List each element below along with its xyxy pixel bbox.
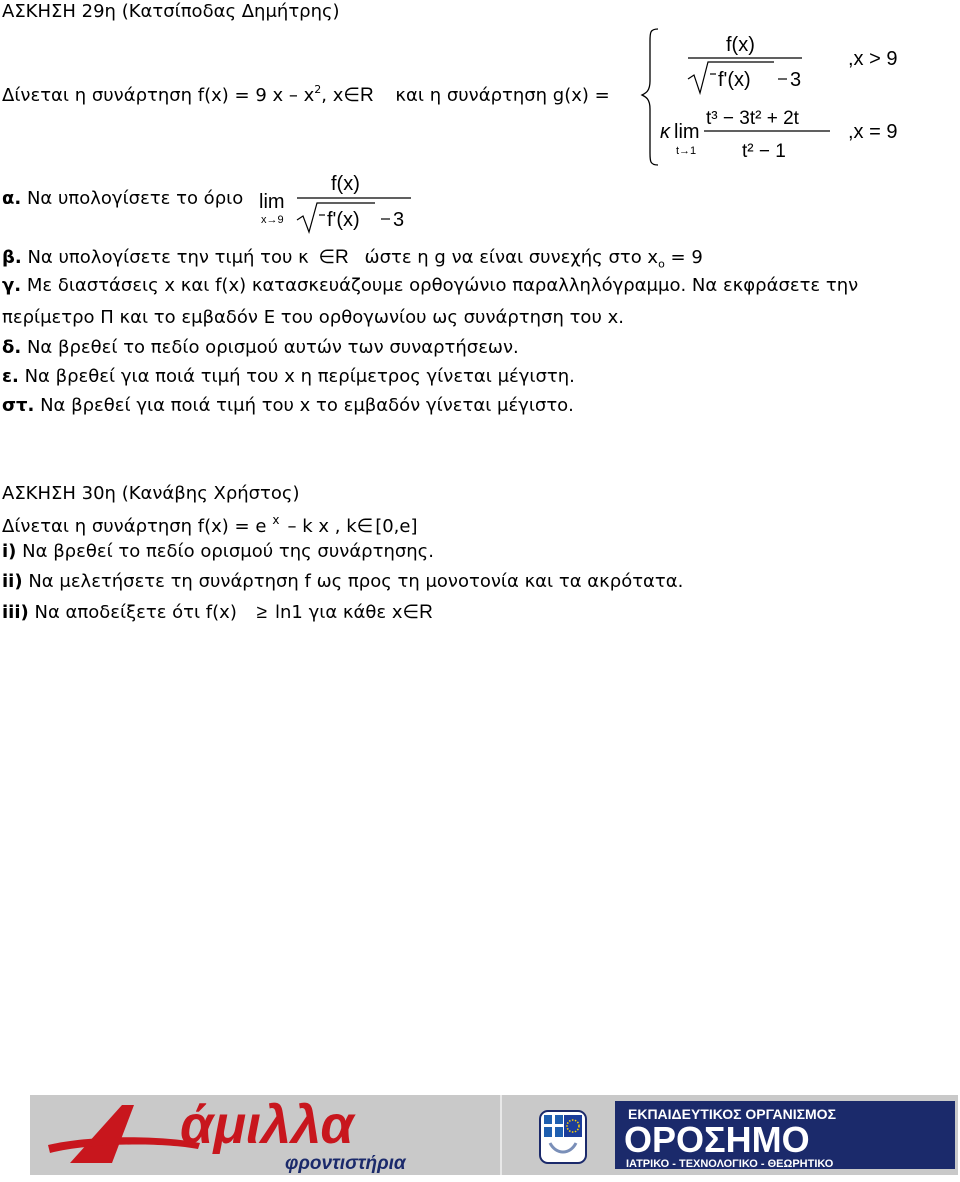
given30-b: – k x , k <box>287 516 357 537</box>
question-c-text1: Με διαστάσεις x και f(x) κατασκευάζουμε ορθογώνιο παραλληλόγραμμο. Να εκφράσετε την <box>26 275 859 296</box>
given-prefix: Δίνεται η συνάρτηση f(x) = 9 x – x <box>2 85 315 106</box>
element-of-icon: ∈ <box>318 247 336 268</box>
exercise-30-title: ΑΣΚΗΣΗ 30η (Κανάβης Χρήστος) <box>2 483 300 504</box>
given30-a: Δίνεται η συνάρτηση f(x) = e <box>2 516 267 537</box>
question-d <box>2 339 519 357</box>
question-d-text: Να βρεθεί το πεδίο ορισμού αυτών των συναρτήσεων. <box>26 337 519 358</box>
exercise-29-given <box>2 84 610 105</box>
question-i-label: i) <box>2 541 17 562</box>
oroshmo-line3: ΙΑΤΡΙΚΟ - ΤΕΧΝΟΛΟΓΙΚΟ - ΘΕΩΡΗΤΙΚΟ <box>626 1158 834 1170</box>
oroshmo-name: ΟΡΟΣΗΜΟ <box>624 1119 810 1160</box>
question-iii-R: R <box>419 602 433 623</box>
piece1-den-inner: f'(x) <box>718 69 751 91</box>
question-b <box>2 248 703 270</box>
question-a <box>2 190 243 208</box>
element-of-icon: ∈ <box>343 85 360 106</box>
question-iii-text: Να αποδείξετε ότι f(x) <box>34 602 237 623</box>
question-a-text: Να υπολογίσετε το όριο <box>26 188 244 209</box>
question-b-label: β. <box>2 247 22 268</box>
amilla-swoosh-icon <box>48 1137 200 1153</box>
piecewise-definition <box>640 25 958 170</box>
question-c-line1 <box>2 277 858 295</box>
question-ii <box>2 573 683 591</box>
piece1-numerator: f(x) <box>726 34 755 56</box>
question-f-label: στ. <box>2 395 35 416</box>
question-b-subscript: o <box>658 257 665 271</box>
exercise-29-title: ΑΣΚΗΣΗ 29η (Κατσίποδας Δημήτρης) <box>2 1 340 22</box>
amilla-a-icon <box>70 1105 134 1163</box>
oroshmo-line1: ΕΚΠΑΙΔΕΥΤΙΚΟΣ ΟΡΓΑΝΙΣΜΟΣ <box>628 1106 836 1122</box>
question-b-text: Να υπολογίσετε την τιμή του κ <box>27 247 309 268</box>
question-a-label: α. <box>2 188 22 209</box>
piece2-numerator: t³ − 3t² + 2t <box>706 108 799 129</box>
greater-equal-icon: ≥ <box>256 602 268 623</box>
qa-den-inner: f'(x) <box>327 209 360 231</box>
piece2-lim-subscript: t→1 <box>676 145 697 157</box>
footer-banner <box>30 1095 958 1175</box>
greece-eu-crest-icon <box>540 1111 586 1163</box>
given-R: R <box>359 85 374 106</box>
given-exponent: 2 <box>314 83 322 96</box>
element-of-icon: ∈ <box>356 516 374 537</box>
amilla-logo-subtext: φροντιστήρια <box>285 1153 406 1174</box>
question-e-label: ε. <box>2 366 19 387</box>
banner-divider <box>500 1095 502 1175</box>
exercise-30-given <box>2 514 418 536</box>
qa-den-minus: 3 <box>393 209 405 231</box>
piece2-condition: ,x = 9 <box>848 121 898 143</box>
question-c-label: γ. <box>2 275 22 296</box>
piece2-kappa: κ <box>660 121 670 143</box>
question-i-text: Να βρεθεί το πεδίο ορισμού της συνάρτησης. <box>22 541 434 562</box>
question-e <box>2 368 575 386</box>
question-f-text: Να βρεθεί για ποιά τιμή του x το εμβαδόν γίνεται μέγιστο. <box>40 395 574 416</box>
banner-graphic <box>30 1095 958 1175</box>
question-ii-text: Να μελετήσετε τη συνάρτηση f ως προς τη μονοτονία και τα ακρότατα. <box>28 571 684 592</box>
question-iii-text2: ln1 για κάθε x <box>275 602 403 623</box>
piece1-den-minus: 3 <box>790 69 802 91</box>
left-brace <box>642 29 658 165</box>
qa-numerator: f(x) <box>331 173 360 195</box>
piece2-lim: lim <box>674 121 700 143</box>
given30-exponent: x <box>272 513 280 527</box>
qa-lim-subscript: x→9 <box>261 214 284 226</box>
question-a-limit-expression <box>255 168 425 234</box>
question-d-label: δ. <box>2 337 22 358</box>
given30-c: [0,e] <box>375 516 418 537</box>
question-b-R: R <box>335 247 349 268</box>
question-b-end: = 9 <box>664 247 703 268</box>
question-c-line2: περίμετρο Π και το εμβαδόν Ε του ορθογωνίου ως συνάρτηση του x. <box>2 307 624 328</box>
given-domain: , x <box>321 85 344 106</box>
element-of-icon: ∈ <box>402 602 420 623</box>
question-iii-label: iii) <box>2 602 29 623</box>
question-iii <box>2 603 433 622</box>
piece2-denominator: t² − 1 <box>742 141 786 162</box>
amilla-logo-text: άμιλλα <box>180 1095 354 1155</box>
question-i <box>2 543 434 561</box>
piece1-condition: ,x > 9 <box>848 48 898 70</box>
question-f <box>2 397 574 415</box>
question-b-text2: ώστε η g να είναι συνεχής στο x <box>364 247 659 268</box>
given-g: και η συνάρτηση g(x) = <box>395 85 610 106</box>
question-e-text: Να βρεθεί για ποιά τιμή του x η περίμετρος γίνεται μέγιστη. <box>24 366 575 387</box>
question-ii-label: ii) <box>2 571 23 592</box>
qa-lim: lim <box>259 191 285 213</box>
